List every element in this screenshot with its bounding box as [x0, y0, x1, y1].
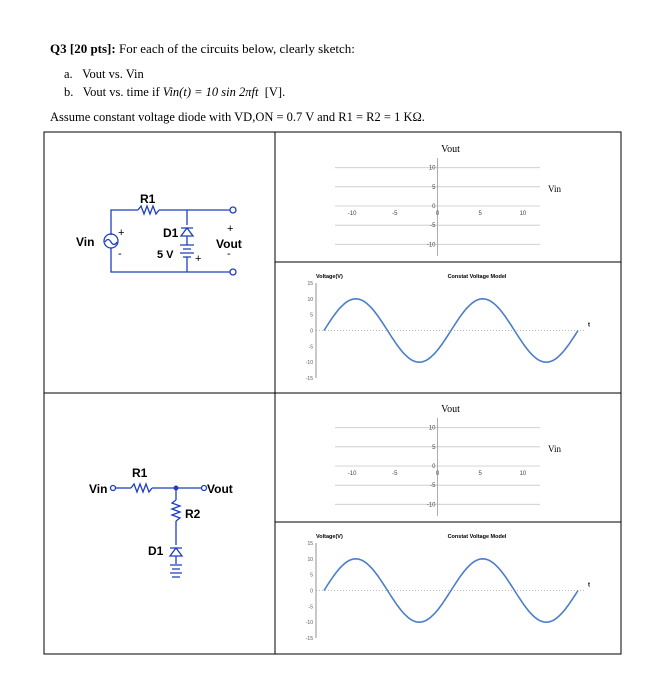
transfer2-xtick-label-4: 10 [519, 471, 527, 477]
vin-plus-sign: + [118, 227, 125, 239]
question-prompt: For each of the circuits below, clearly sketch: [118, 41, 355, 56]
vin-minus-sign: - [118, 248, 122, 260]
transfer1-x-end-label: Vin [548, 184, 561, 194]
circuit-1-labels [76, 192, 242, 265]
time2-ytick-label-6: -15 [305, 636, 313, 642]
time2-ytick-label-1: 10 [307, 556, 313, 563]
transfer1-xtick-label-4: 10 [519, 211, 527, 217]
vout-label: Vout [216, 237, 242, 251]
time1-ytick-label-3: 0 [310, 328, 313, 335]
vout-plus-terminal [230, 207, 236, 213]
time1-title: Constat Voltage Model [447, 274, 507, 280]
subpart-a-text: Vout vs. Vin [82, 67, 144, 81]
vout2-terminal [202, 486, 207, 491]
transfer2-xtick-label-0: -10 [347, 471, 357, 477]
subpart-b-unit: [V]. [264, 85, 286, 99]
time-plot-1 [306, 274, 590, 382]
transfer2-x-end-label: Vin [548, 444, 561, 454]
battery2-symbol [170, 565, 182, 577]
transfer1-xtick-label-2: 0 [435, 211, 440, 217]
transfer1-xtick-label-0: -10 [347, 211, 357, 217]
time2-ytick-label-2: 5 [310, 572, 313, 579]
subpart-b-condition: if [151, 85, 160, 99]
time2-ytick-label-3: 0 [310, 588, 313, 595]
transfer1-xtick-label-3: 5 [478, 211, 482, 217]
transfer1-ytick-label-1: 5 [432, 184, 436, 191]
vout-minus-sign: - [227, 248, 231, 260]
assumption-values: VD,ON = 0.7 V and R1 = R2 = 1 KΩ. [234, 110, 425, 124]
transfer2-title: Vout [441, 404, 460, 415]
time1-ylabel: Voltage(V) [316, 274, 343, 280]
r2-resistor-symbol [172, 500, 180, 521]
transfer-plot-2 [335, 404, 561, 516]
battery-plus-sign: + [195, 253, 202, 265]
r1-2-label: R1 [132, 466, 148, 480]
source-sine-icon [105, 240, 117, 245]
subpart-b-formula: Vin(t) = 10 sin 2πft [162, 85, 259, 99]
transfer1-ytick-label-0: 10 [428, 165, 436, 172]
time1-ytick-label-2: 5 [310, 312, 313, 319]
vin2-label: Vin [89, 482, 108, 496]
vin2-terminal [111, 486, 116, 491]
battery-symbol [180, 245, 194, 257]
vin-label: Vin [76, 235, 95, 249]
circuit-2-labels [89, 466, 233, 558]
transfer2-ytick-label-2: 0 [432, 464, 436, 470]
time1-ytick-label-1: 10 [307, 296, 313, 303]
battery-voltage-label: 5 V [157, 249, 174, 261]
transfer2-xtick-label-2: 0 [435, 471, 440, 477]
subpart-b-marker: b. [64, 85, 74, 99]
time1-ytick-label-6: -15 [305, 376, 313, 382]
time2-xlabel: t [588, 582, 590, 589]
transfer1-title: Vout [441, 144, 460, 155]
d1-2-diode-symbol [170, 548, 182, 556]
transfer2-xtick-label-1: -5 [392, 471, 398, 477]
d1-label: D1 [163, 226, 179, 240]
time2-ytick-label-5: -10 [305, 620, 313, 627]
circuit1-wire-left-top [111, 210, 138, 235]
transfer1-ytick-label-3: -5 [430, 223, 436, 230]
subpart-a-marker: a. [64, 67, 73, 81]
transfer1-xtick-label-1: -5 [392, 211, 398, 217]
r1-2-resistor-symbol [131, 484, 152, 492]
time1-sine-series [324, 299, 578, 362]
transfer2-ytick-label-4: -10 [426, 502, 436, 509]
vout2-label: Vout [207, 482, 233, 496]
transfer1-ytick-label-2: 0 [432, 204, 436, 210]
r1-resistor-symbol [138, 206, 159, 214]
vout-plus-sign: + [227, 223, 234, 235]
time1-ytick-label-0: 15 [307, 281, 313, 287]
transfer2-ytick-label-0: 10 [428, 425, 436, 432]
subpart-b-text: Vout vs. time [82, 85, 149, 99]
time2-title: Constat Voltage Model [447, 534, 507, 540]
transfer2-xtick-label-3: 5 [478, 471, 482, 477]
time1-xlabel: t [588, 322, 590, 329]
transfer2-ytick-label-1: 5 [432, 444, 436, 451]
d1-2-label: D1 [148, 544, 164, 558]
r1-label: R1 [140, 192, 156, 206]
time-plot-2 [306, 534, 590, 642]
r2-label: R2 [185, 507, 201, 521]
circuit-2 [111, 484, 207, 577]
assumption-lead: Assume constant voltage diode with [50, 110, 232, 124]
time2-ytick-label-0: 15 [307, 541, 313, 547]
transfer1-ytick-label-4: -10 [426, 242, 436, 249]
time1-ytick-label-5: -10 [305, 360, 313, 367]
time1-ytick-label-4: -5 [308, 344, 313, 351]
question-number: Q3 [20 pts]: [50, 41, 116, 56]
transfer-plot-1 [335, 144, 561, 256]
time2-ytick-label-4: -5 [308, 604, 313, 611]
d1-diode-symbol [181, 228, 193, 236]
vout-minus-terminal [230, 269, 236, 275]
time2-ylabel: Voltage(V) [316, 534, 343, 540]
transfer2-ytick-label-3: -5 [430, 483, 436, 490]
time2-sine-series [324, 559, 578, 622]
